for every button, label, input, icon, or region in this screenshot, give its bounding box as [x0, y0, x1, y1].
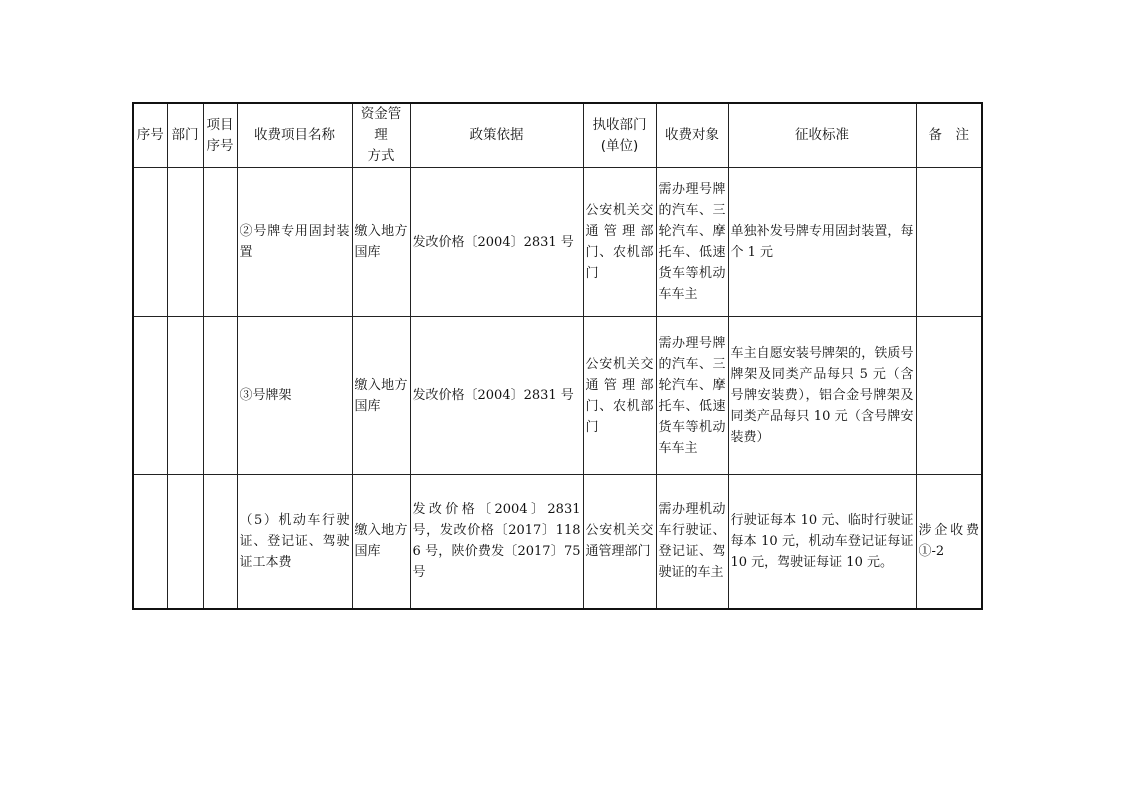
cell-dept [167, 317, 203, 475]
cell-target: 需办理号牌的汽车、三轮汽车、摩托车、低速货车等机动车车主 [656, 317, 728, 475]
header-item-name: 收费项目名称 [237, 103, 352, 168]
cell-item-name: ③号牌架 [237, 317, 352, 475]
cell-fund-mgmt: 缴入地方国库 [352, 475, 410, 609]
cell-target: 需办理号牌的汽车、三轮汽车、摩托车、低速货车等机动车车主 [656, 168, 728, 317]
cell-item-name: ②号牌专用固封装置 [237, 168, 352, 317]
table-row [133, 475, 982, 609]
header-policy: 政策依据 [410, 103, 583, 168]
cell-seq [133, 168, 167, 317]
cell-standard: 行驶证每本 10 元、临时行驶证每本 10 元，机动车登记证每证 10 元，驾驶证每证 10 元。 [728, 475, 916, 609]
header-standard: 征收标准 [728, 103, 916, 168]
cell-collector: 公安机关交通管理部门 [583, 475, 656, 609]
cell-item-name: （5）机动车行驶证、登记证、驾驶证工本费 [237, 475, 352, 609]
header-dept: 部门 [167, 103, 203, 168]
cell-collector: 公安机关交通管理部门、农机部门 [583, 317, 656, 475]
cell-standard: 车主自愿安装号牌架的，铁质号牌架及同类产品每只 5 元（含号牌安装费），铝合金号牌架及同类产品每只 10 元（含号牌安装费） [728, 317, 916, 475]
header-collector: 执收部门 (单位) [583, 103, 656, 168]
cell-remark: 涉企收费①-2 [916, 475, 982, 609]
header-item-seq: 项目 序号 [203, 103, 237, 168]
cell-policy: 发改价格〔2004〕2831 号 [410, 168, 583, 317]
header-row [133, 103, 982, 168]
header-remark: 备 注 [916, 103, 982, 168]
cell-remark [916, 168, 982, 317]
cell-remark [916, 317, 982, 475]
header-target: 收费对象 [656, 103, 728, 168]
cell-seq [133, 475, 167, 609]
cell-fund-mgmt: 缴入地方国库 [352, 317, 410, 475]
cell-policy: 发改价格〔2004〕2831 号 [410, 317, 583, 475]
cell-item-seq [203, 317, 237, 475]
fee-table [132, 102, 983, 610]
cell-collector: 公安机关交通管理部门、农机部门 [583, 168, 656, 317]
cell-policy: 发改价格〔2004〕2831 号，发改价格〔2017〕1186 号，陕价费发〔2017〕75 号 [410, 475, 583, 609]
cell-item-seq [203, 168, 237, 317]
cell-fund-mgmt: 缴入地方国库 [352, 168, 410, 317]
table-row [133, 317, 982, 475]
header-seq: 序号 [133, 103, 167, 168]
header-fund-mgmt: 资金管理 方式 [352, 103, 410, 168]
cell-dept [167, 168, 203, 317]
cell-item-seq [203, 475, 237, 609]
cell-seq [133, 317, 167, 475]
cell-dept [167, 475, 203, 609]
cell-target: 需办理机动车行驶证、登记证、驾驶证的车主 [656, 475, 728, 609]
cell-standard: 单独补发号牌专用固封装置，每个 1 元 [728, 168, 916, 317]
table-row [133, 168, 982, 317]
